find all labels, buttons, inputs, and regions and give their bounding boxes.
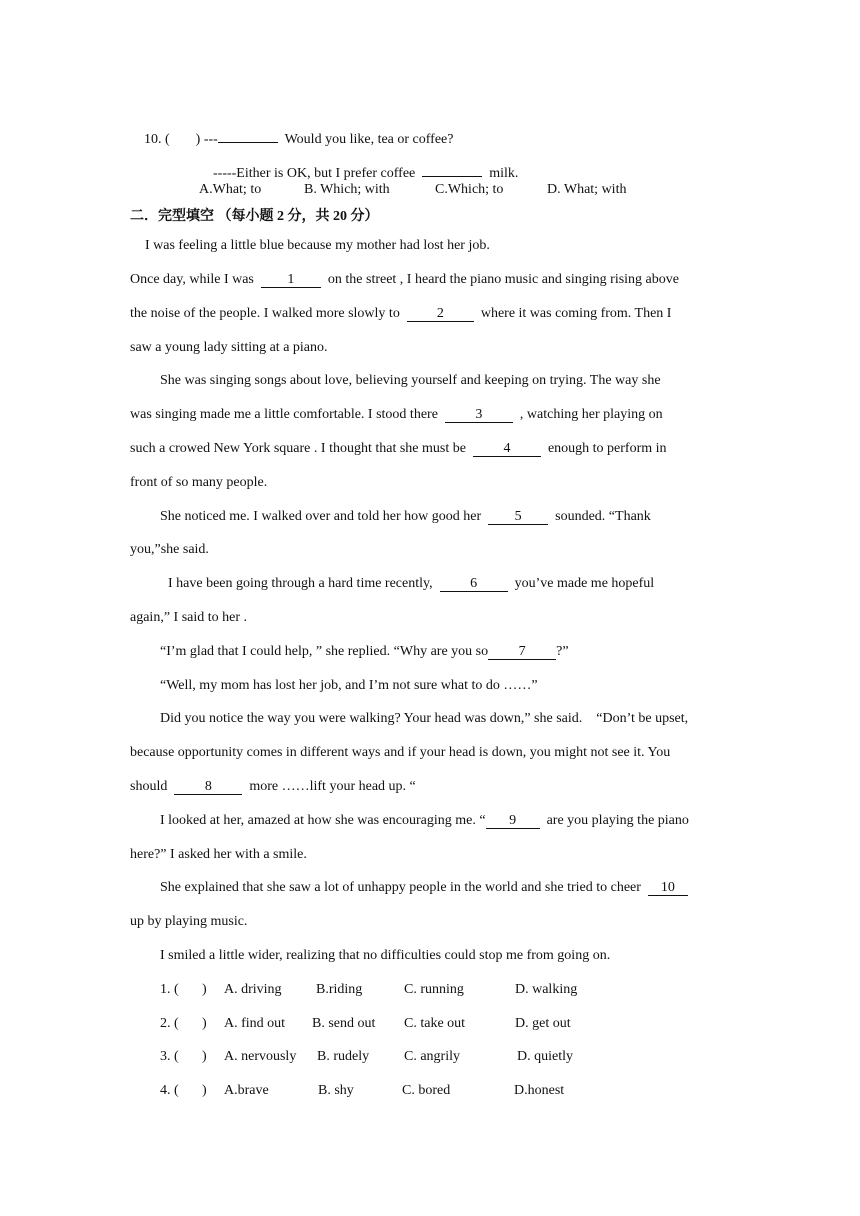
text-seg: She noticed me. I walked over and told her how good her: [160, 509, 482, 524]
text-seg: where it was coming from. Then I: [480, 306, 672, 321]
text-seg: “I’m glad that I could help, ” she replied. “Why are you so: [160, 644, 489, 659]
passage-line-1: I was feeling a little blue because my mother had lost her job.: [145, 238, 490, 253]
blank-4[interactable]: 4: [473, 441, 541, 457]
blank-9[interactable]: 9: [486, 813, 540, 829]
passage-line-7: [130, 440, 667, 458]
q10-option-d: D. What; with: [547, 182, 627, 197]
option-a: A. find out: [224, 1016, 286, 1031]
passage-line-16: because opportunity comes in different ways and if your head is down, you might not see it. You: [130, 745, 671, 760]
passage-line-8: front of so many people.: [130, 475, 268, 490]
blank-8[interactable]: 8: [174, 779, 242, 795]
section-title: 二．完型填空 （每小题 2 分，共 20 分）: [130, 209, 379, 224]
blank-3[interactable]: 3: [445, 407, 513, 423]
q10-question: Would you like, tea or coffee?: [284, 132, 454, 147]
option-d: D. quietly: [517, 1049, 573, 1064]
q10-number: 10. (: [144, 132, 170, 147]
blank-5[interactable]: 5: [488, 509, 548, 525]
option-c: C. running: [404, 982, 464, 997]
answer-paren-close[interactable]: ): [202, 1083, 207, 1098]
text-seg: She explained that she saw a lot of unhappy people in the world and she tried to cheer: [160, 880, 641, 895]
option-b: B. rudely: [317, 1049, 370, 1064]
passage-line-2: [130, 271, 679, 289]
text-seg: more ……lift your head up. “: [249, 779, 416, 794]
passage-line-5: She was singing songs about love, believing yourself and keeping on trying. The way she: [160, 373, 661, 388]
passage-line-17: [130, 778, 416, 796]
passage-line-3: [130, 305, 671, 323]
text-seg: should: [130, 779, 168, 794]
answer-paren-close[interactable]: ): [202, 982, 207, 997]
passage-line-6: [130, 406, 663, 424]
option-a: A.brave: [224, 1083, 269, 1098]
passage-line-14: “Well, my mom has lost her job, and I’m not sure what to do ……”: [160, 678, 538, 693]
text-seg: I have been going through a hard time recently,: [168, 576, 433, 591]
passage-line-12: again,” I said to her .: [130, 610, 248, 625]
passage-line-9: [160, 508, 651, 526]
text-seg: enough to perform in: [547, 441, 667, 456]
text-seg: ?”: [556, 644, 569, 659]
blank-2[interactable]: 2: [407, 306, 474, 322]
option-b: B. send out: [312, 1016, 376, 1031]
text-seg: I looked at her, amazed at how she was encouraging me. “: [160, 813, 486, 828]
answer-paren-close[interactable]: ): [202, 1049, 207, 1064]
passage-line-4: saw a young lady sitting at a piano.: [130, 340, 328, 355]
q10-answer-before: -----Either is OK, but I prefer coffee: [213, 166, 416, 181]
question-number: 3. (: [160, 1049, 179, 1064]
option-c: C. bored: [402, 1083, 451, 1098]
option-d: D. walking: [515, 982, 578, 997]
option-d: D. get out: [515, 1016, 571, 1031]
q10-option-b: B. Which; with: [304, 182, 390, 197]
text-seg: you’ve made me hopeful: [514, 576, 655, 591]
q10-paren-close: ): [195, 132, 201, 147]
passage-line-21: up by playing music.: [130, 914, 248, 929]
passage-line-22: I smiled a little wider, realizing that no difficulties could stop me from going on.: [160, 948, 611, 963]
option-a: A. driving: [224, 982, 282, 997]
blank-6[interactable]: 6: [440, 576, 508, 592]
q10-blank-1[interactable]: [218, 142, 278, 143]
question-number: 2. (: [160, 1016, 179, 1031]
text-seg: on the street , I heard the piano music and singing rising above: [327, 272, 679, 287]
question-number: 4. (: [160, 1083, 179, 1098]
passage-line-19: here?” I asked her with a smile.: [130, 847, 307, 862]
passage-line-20: [160, 879, 688, 897]
passage-line-15: Did you notice the way you were walking? Your head was down,” she said. “Don’t be upset,: [160, 711, 689, 726]
passage-line-11: [168, 575, 654, 593]
text-seg: are you playing the piano: [546, 813, 689, 828]
option-c: C. take out: [404, 1016, 466, 1031]
text-seg: , watching her playing on: [519, 407, 663, 422]
text-seg: sounded. “Thank: [555, 509, 651, 524]
text-seg: was singing made me a little comfortable. I stood there: [130, 407, 438, 422]
blank-10[interactable]: 10: [648, 880, 688, 896]
passage-line-18: [160, 812, 689, 830]
blank-7[interactable]: 7: [488, 644, 556, 660]
q10-answer-after: milk.: [489, 166, 519, 181]
q10-dashes: ---: [203, 132, 218, 147]
option-c: C. angrily: [404, 1049, 460, 1064]
q10-option-a: A.What; to: [199, 182, 262, 197]
passage-line-13: [160, 643, 569, 661]
option-b: B.riding: [316, 982, 363, 997]
question-number: 1. (: [160, 982, 179, 997]
text-seg: the noise of the people. I walked more slowly to: [130, 306, 400, 321]
answer-paren-close[interactable]: ): [202, 1016, 207, 1031]
q10-option-c: C.Which; to: [435, 182, 504, 197]
text-seg: such a crowed New York square . I thought that she must be: [130, 441, 466, 456]
option-b: B. shy: [318, 1083, 354, 1098]
q10-blank-2[interactable]: [422, 176, 482, 177]
option-d: D.honest: [514, 1083, 565, 1098]
text-seg: Once day, while I was: [130, 272, 254, 287]
passage-line-10: you,”she said.: [130, 542, 209, 557]
blank-1[interactable]: 1: [261, 272, 321, 288]
option-a: A. nervously: [224, 1049, 297, 1064]
